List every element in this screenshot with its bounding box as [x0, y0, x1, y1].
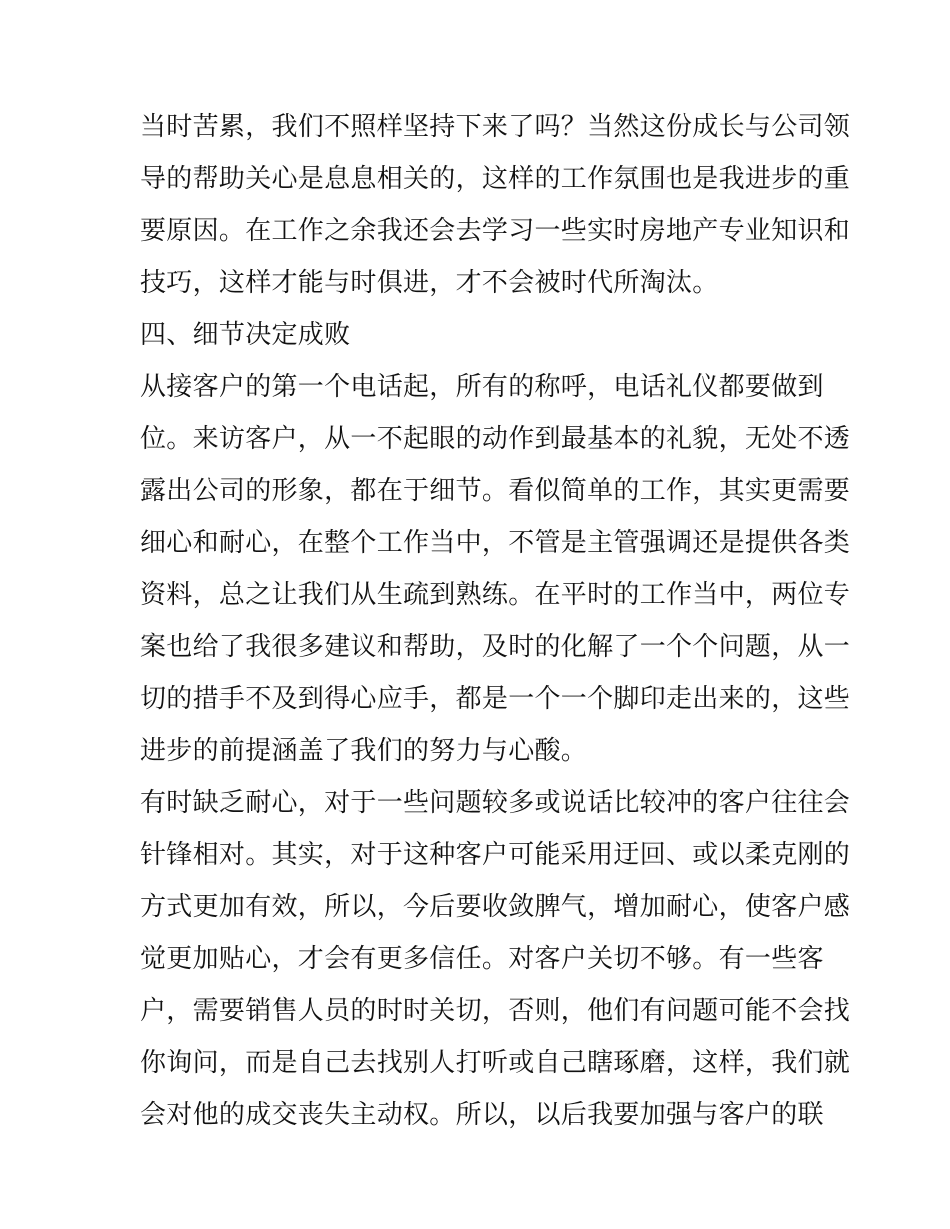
text-line: 觉更加贴心，才会有更多信任。对客户关切不够。有一些客 — [140, 944, 824, 974]
text-line: 技巧，这样才能与时俱进，才不会被时代所淘汰。 — [140, 268, 719, 298]
text-line: 要原因。在工作之余我还会去学习一些实时房地产专业知识和 — [140, 216, 851, 246]
text-line: 有时缺乏耐心，对于一些问题较多或说话比较冲的客户往往会 — [140, 788, 851, 818]
text-line: 露出公司的形象，都在于细节。看似简单的工作，其实更需要 — [140, 476, 851, 506]
text-line: 案也给了我很多建议和帮助，及时的化解了一个个问题，从一 — [140, 632, 851, 662]
text-line: 从接客户的第一个电话起，所有的称呼，电话礼仪都要做到 — [140, 372, 824, 402]
text-line: 针锋相对。其实，对于这种客户可能采用迂回、或以柔克刚的 — [140, 840, 851, 870]
text-line: 细心和耐心，在整个工作当中，不管是主管强调还是提供各类 — [140, 528, 851, 558]
text-line: 你询问，而是自己去找别人打听或自己瞎琢磨，这样，我们就 — [140, 1048, 851, 1078]
text-line: 方式更加有效，所以，今后要收敛脾气，增加耐心，使客户感 — [140, 892, 851, 922]
text-line: 位。来访客户，从一不起眼的动作到最基本的礼貌，无处不透 — [140, 424, 851, 454]
text-line: 会对他的成交丧失主动权。所以，以后我要加强与客户的联 — [140, 1100, 824, 1130]
text-line: 户，需要销售人员的时时关切，否则，他们有问题可能不会找 — [140, 996, 851, 1026]
section-heading: 四、细节决定成败 — [140, 320, 351, 350]
text-line: 导的帮助关心是息息相关的，这样的工作氛围也是我进步的重 — [140, 164, 851, 194]
text-line: 进步的前提涵盖了我们的努力与心酸。 — [140, 736, 588, 766]
text-line: 资料，总之让我们从生疏到熟练。在平时的工作当中，两位专 — [140, 580, 851, 610]
text-line: 切的措手不及到得心应手，都是一个一个脚印走出来的，这些 — [140, 684, 851, 714]
text-line: 当时苦累，我们不照样坚持下来了吗？当然这份成长与公司领 — [140, 112, 851, 142]
